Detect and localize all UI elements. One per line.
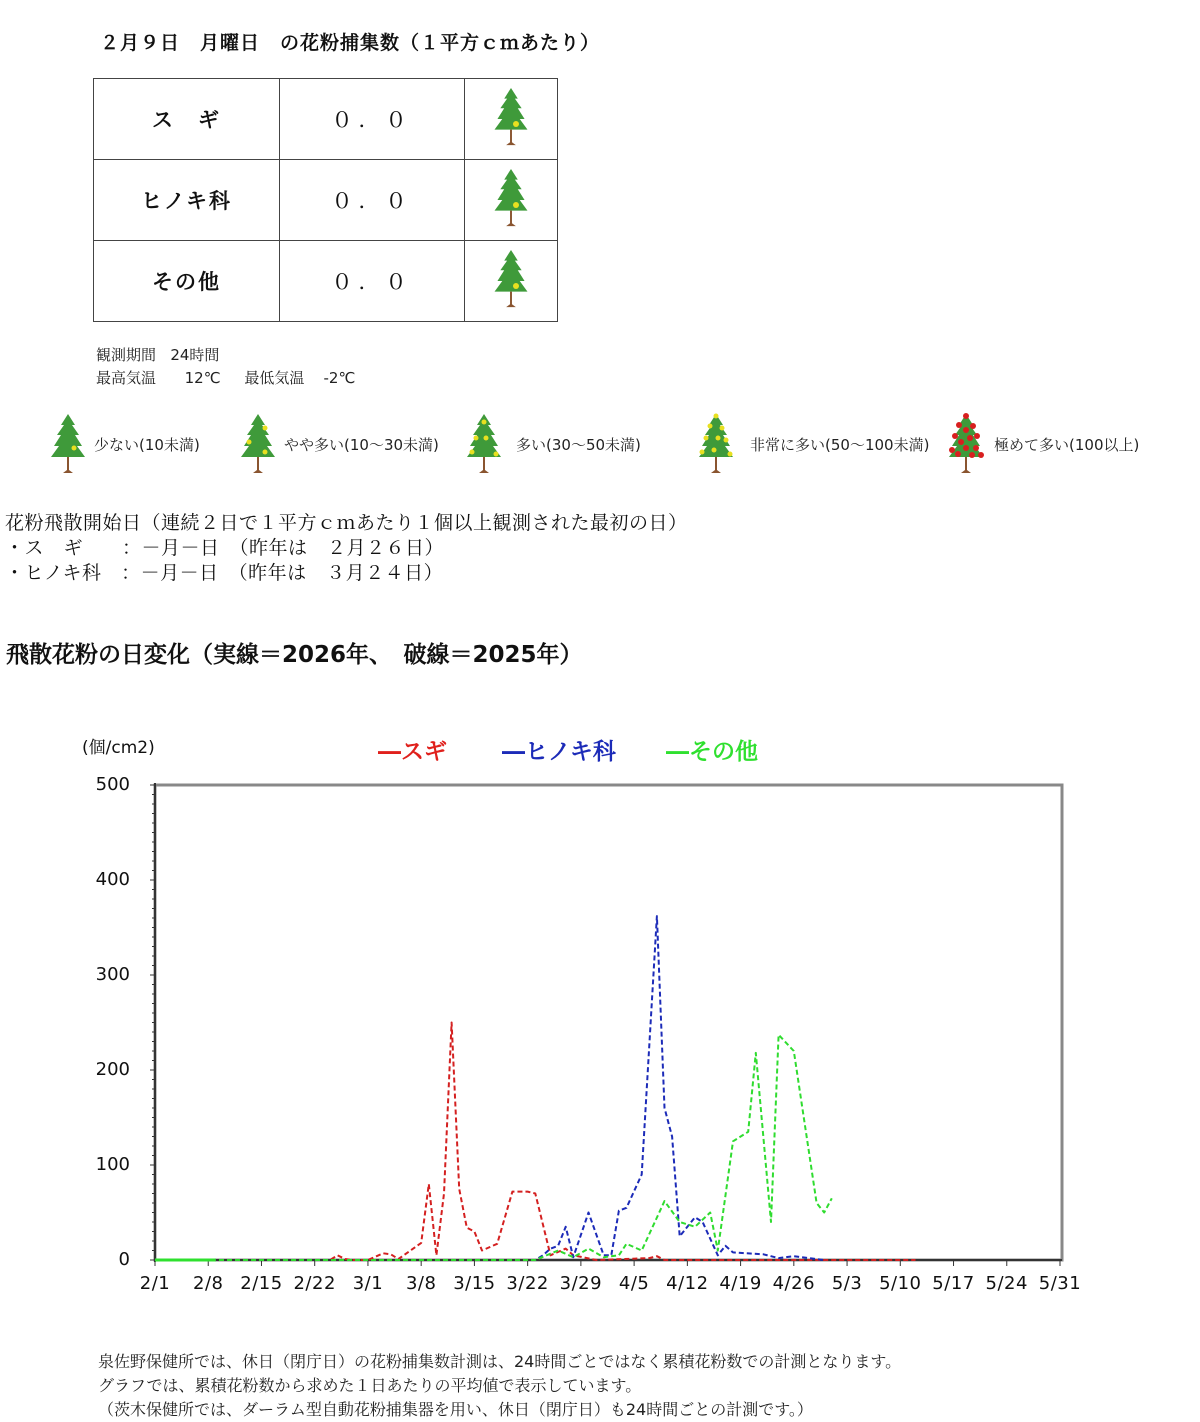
legend-other: ―その他 [666,739,758,765]
x-tick-label: 3/15 [453,1273,496,1294]
x-tick-label: 3/8 [405,1273,437,1294]
y-tick-label: 500 [95,774,130,795]
chart-section-heading: 飛散花粉の日変化（実線＝2026年、 破線＝2025年） [6,642,583,668]
x-tick-label: 2/22 [293,1273,336,1294]
start-date-hinoki: ・ヒノキ科 ：－月－日 （昨年は ３月２４日） [5,562,444,584]
y-tick-label: 0 [118,1249,130,1270]
x-tick-label: 5/3 [831,1273,863,1294]
x-tick-label: 5/10 [879,1273,922,1294]
pollen-name: その他 [94,241,280,322]
pollen-value: ０．０ [280,79,465,160]
note-line: （茨木保健所では、ダーラム型自動花粉捕集器を用い、休日（閉庁日）も24時間ごとの計測です。） [98,1400,813,1419]
y-tick-label: 100 [95,1154,130,1175]
x-tick-label: 4/19 [719,1273,762,1294]
level-item: 多い(30～50未満) [464,412,641,476]
x-tick-label: 3/1 [352,1273,384,1294]
x-tick-label: 4/5 [618,1273,650,1294]
x-tick-label: 3/29 [559,1273,603,1294]
x-tick-label: 3/22 [506,1273,549,1294]
y-tick-label: 200 [95,1059,130,1080]
level-item: やや多い(10～30未満) [238,412,439,476]
x-tick-label: 5/31 [1038,1273,1082,1294]
pollen-name: ヒノキ科 [94,160,280,241]
level-item: 少ない(10未満) [48,412,200,476]
level-item: 極めて多い(100以上) [946,412,1139,476]
y-tick-label: 300 [95,964,130,985]
plot-area [155,785,1062,1260]
legend-sugi: ―スギ [378,739,447,765]
x-tick-label: 5/17 [932,1273,975,1294]
note-line: グラフでは、累積花粉数から求めた１日あたりの平均値で表示しています。 [98,1376,642,1395]
page-title: ２月９日 月曜日 の花粉捕集数（１平方ｃｍあたり） [100,32,601,54]
x-tick-label: 2/8 [193,1273,224,1294]
pollen-value: ０．０ [280,160,465,241]
pollen-value: ０．０ [280,241,465,322]
start-date-sugi: ・ス ギ ：－月－日 （昨年は ２月２６日） [5,537,445,559]
temperature-info: 最高気温 12℃ 最低気温 -2℃ [96,369,356,387]
y-tick-label: 400 [95,869,130,890]
y-axis-unit: (個/cm2) [82,738,155,758]
pollen-name: ス ギ [94,79,280,160]
x-tick-label: 2/15 [240,1273,283,1294]
x-tick-label: 2/1 [139,1273,171,1294]
start-date-heading: 花粉飛散開始日（連続２日で１平方ｃｍあたり１個以上観測された最初の日） [5,512,688,534]
note-line: 泉佐野保健所では、休日（閉庁日）の花粉捕集数計測は、24時間ごとではなく累積花粉数での計測となります。 [98,1352,902,1371]
legend-hinoki: ―ヒノキ科 [502,739,616,765]
level-item: 非常に多い(50～100未満) [696,412,929,476]
x-tick-label: 4/26 [772,1273,816,1294]
observation-period: 観測期間 24時間 [96,346,220,364]
x-tick-label: 4/12 [666,1273,709,1294]
x-tick-label: 5/24 [985,1273,1028,1294]
